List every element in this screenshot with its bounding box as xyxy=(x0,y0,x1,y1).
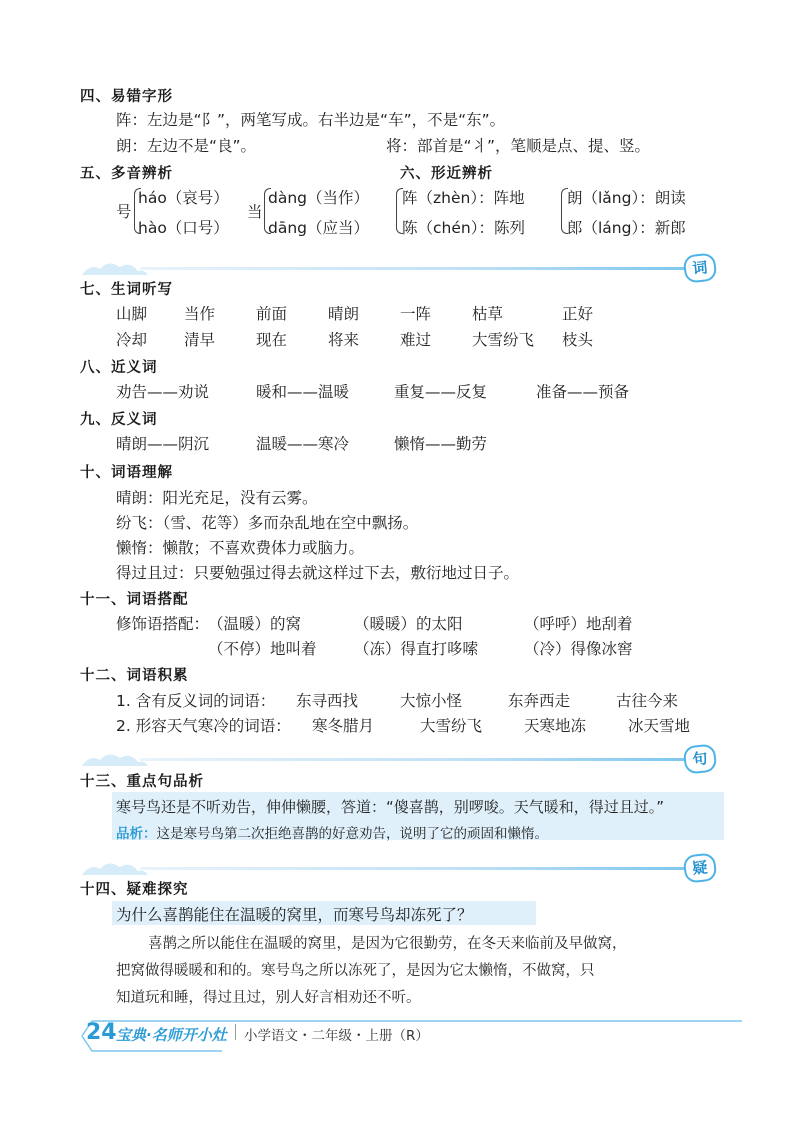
polyphone-hao-2: hào（口号） xyxy=(138,219,229,237)
synonym-pair: 重复——反复 xyxy=(394,383,488,401)
key-sentence: 寒号鸟还是不听劝告，伸伸懒腰，答道：“傻喜鹊，别啰唆。天气暖和，得过且过。” xyxy=(116,798,665,816)
section-14-title: 十四、疑难探究 xyxy=(80,882,189,898)
analysis-text: 这是寒号鸟第二次拒绝喜鹊的好意劝告，说明了它的顽固和懒惰。 xyxy=(156,826,548,842)
word: 现在 xyxy=(256,331,288,349)
idiom: 寒冬腊月 xyxy=(312,717,375,735)
word: 冷却 xyxy=(116,331,148,349)
footer-divider xyxy=(235,1024,236,1040)
word: 大雪纷飞 xyxy=(472,331,535,349)
section-12-title: 十二、词语积累 xyxy=(80,668,189,684)
idiom: 天寒地冻 xyxy=(524,717,587,735)
polyphone-char-hao: 号 xyxy=(116,203,132,221)
s4-line-1: 阵：左边是“阝”，两笔写成。右半边是“车”，不是“东”。 xyxy=(116,111,506,129)
accumulation-label-2: 2. 形容天气寒冷的词语： xyxy=(116,717,291,735)
question-badge-icon: 疑 xyxy=(683,852,718,883)
word: 山脚 xyxy=(116,305,148,323)
collocation: （不停）地叫着 xyxy=(208,640,317,658)
divider-ju xyxy=(80,748,692,770)
word: 枝头 xyxy=(562,331,594,349)
analysis xyxy=(116,822,548,842)
word: 前面 xyxy=(256,305,288,323)
idiom: 东寻西找 xyxy=(296,692,359,710)
idiom: 东奔西走 xyxy=(508,692,571,710)
word: 清早 xyxy=(184,331,216,349)
section-5-title: 五、多音辨析 xyxy=(80,166,173,182)
page-number: 24 xyxy=(86,1020,117,1045)
collocation-label: 修饰语搭配： xyxy=(116,615,210,633)
answer-line-1: 喜鹊之所以能住在温暖的窝里，是因为它很勤劳，在冬天来临前及早做窝， xyxy=(148,936,627,952)
analysis-label: 品析： xyxy=(116,826,157,842)
divider-yi xyxy=(80,857,692,879)
section-7-title: 七、生词听写 xyxy=(80,282,173,298)
collocation: （温暖）的窝 xyxy=(208,615,302,633)
idiom: 大雪纷飞 xyxy=(420,717,483,735)
synonym-pair: 劝告——劝说 xyxy=(116,383,210,401)
polyphone-dang-2: dāng（应当） xyxy=(268,219,370,237)
similar-char-zhen: 阵（zhèn）：阵地 xyxy=(402,189,525,207)
similar-char-chen: 陈（chén）：陈列 xyxy=(402,219,525,237)
sentence-badge-icon: 句 xyxy=(683,743,718,774)
similar-char-lang-2: 郎（láng）：新郎 xyxy=(567,219,686,237)
collocation: （冻）得直打哆嗦 xyxy=(354,640,479,658)
word: 难过 xyxy=(400,331,432,349)
definition-line: 纷飞：（雪、花等）多而杂乱地在空中飘扬。 xyxy=(116,514,419,532)
polyphone-char-dang: 当 xyxy=(247,203,263,221)
antonym-pair: 懒惰——勤劳 xyxy=(394,435,488,453)
collocation: （暖暖）的太阳 xyxy=(354,615,463,633)
synonym-pair: 暖和——温暖 xyxy=(256,383,350,401)
word: 晴朗 xyxy=(328,305,360,323)
question: 为什么喜鹊能住在温暖的窝里，而寒号鸟却冻死了？ xyxy=(116,906,473,924)
polyphone-hao-1: háo（哀号） xyxy=(138,189,229,207)
section-6-title: 六、形近辨析 xyxy=(400,166,493,182)
book-title: 小学语文・二年级・上册（R） xyxy=(244,1028,429,1044)
idiom: 大惊小怪 xyxy=(400,692,463,710)
section-9-title: 九、反义词 xyxy=(80,412,158,428)
section-11-title: 十一、词语搭配 xyxy=(80,592,189,608)
synonym-pair: 准备——预备 xyxy=(536,383,630,401)
polyphone-dang-1: dàng（当作） xyxy=(268,189,370,207)
word: 一阵 xyxy=(400,305,432,323)
answer-line-3: 知道玩和睡，得过且过，别人好言相劝还不听。 xyxy=(116,990,421,1006)
section-8-title: 八、近义词 xyxy=(80,360,158,376)
accumulation-label-1: 1. 含有反义词的词语： xyxy=(116,692,276,710)
idiom: 古往今来 xyxy=(616,692,679,710)
answer-line-2: 把窝做得暖暖和和的。寒号鸟之所以冻死了，是因为它太懒惰，不做窝，只 xyxy=(116,963,595,979)
word: 将来 xyxy=(328,331,360,349)
s4-line-2a: 朗：左边不是“良”。 xyxy=(116,137,257,155)
word: 枯草 xyxy=(472,305,504,323)
brand-logo: 宝典·名师开小灶 xyxy=(116,1026,227,1044)
word: 当作 xyxy=(184,305,216,323)
collocation: （冷）得像冰窖 xyxy=(524,640,633,658)
divider-ci xyxy=(80,257,692,279)
collocation: （呼呼）地刮着 xyxy=(524,615,633,633)
word-badge-icon: 词 xyxy=(683,252,718,283)
word: 正好 xyxy=(562,305,594,323)
similar-char-lang-1: 朗（lǎng）：朗读 xyxy=(567,189,686,207)
section-4-title: 四、易错字形 xyxy=(80,89,173,105)
antonym-pair: 温暖——寒冷 xyxy=(256,435,350,453)
definition-line: 晴朗：阳光充足，没有云雾。 xyxy=(116,489,318,507)
definition-line: 得过且过：只要勉强过得去就这样过下去，敷衍地过日子。 xyxy=(116,564,520,582)
idiom: 冰天雪地 xyxy=(628,717,691,735)
section-13-title: 十三、重点句品析 xyxy=(80,774,204,790)
antonym-pair: 晴朗——阴沉 xyxy=(116,435,210,453)
s4-line-2b: 将：部首是“丬”，笔顺是点、提、竖。 xyxy=(386,137,651,155)
definition-line: 懒惰：懒散；不喜欢费体力或脑力。 xyxy=(116,539,365,557)
section-10-title: 十、词语理解 xyxy=(80,465,173,481)
